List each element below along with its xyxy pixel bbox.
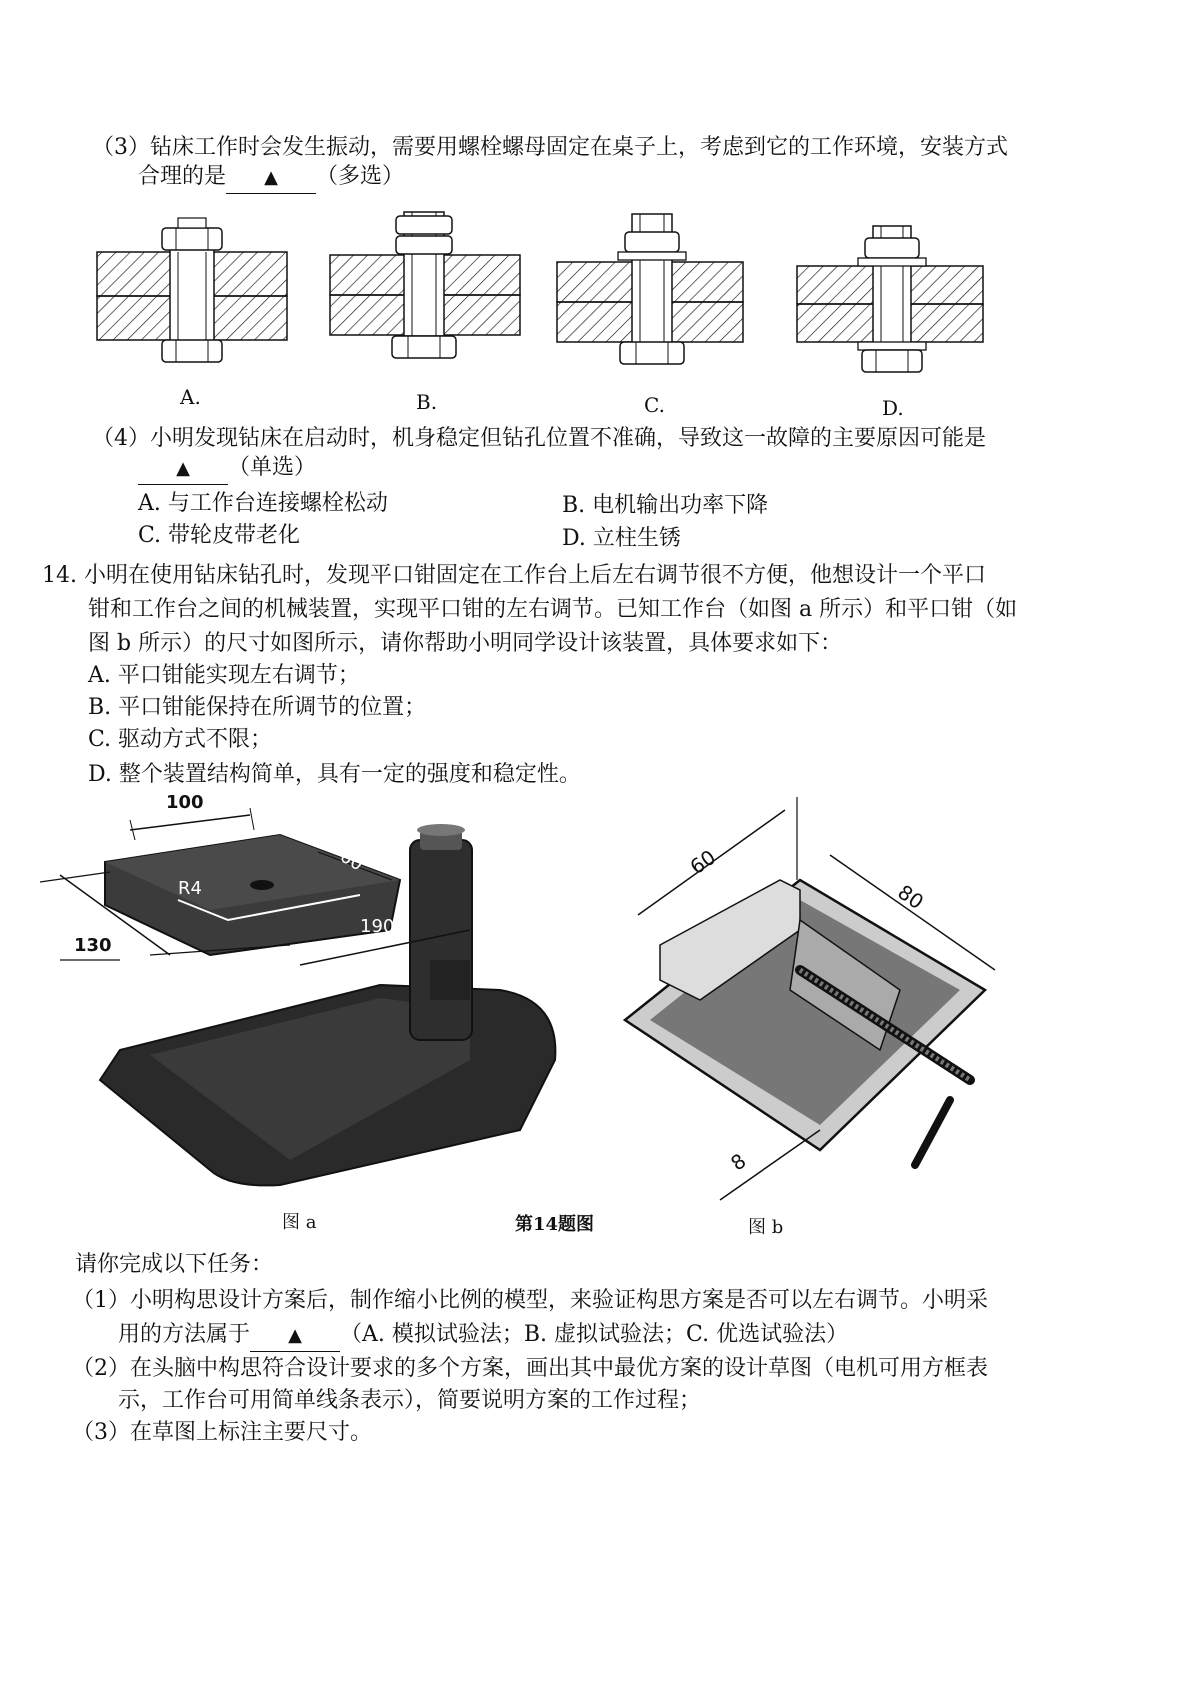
blank-mark: ▲ bbox=[288, 1325, 302, 1346]
dim-label-r4: R4 bbox=[178, 878, 202, 899]
dim-label-130: 130 bbox=[74, 935, 112, 956]
option-b-label: B. bbox=[416, 390, 438, 414]
task1-line1: （1）小明构思设计方案后，制作缩小比例的模型，来验证构思方案是否可以左右调节。小明采 bbox=[72, 1288, 989, 1313]
q13-4-option-d: D. 立柱生锈 bbox=[562, 526, 681, 551]
fig-a-drill-press bbox=[40, 808, 555, 1185]
dim-label-60b: 60 bbox=[685, 844, 721, 880]
option-a-label: A. bbox=[180, 385, 201, 409]
dim-label-60a: 60 bbox=[336, 845, 367, 876]
dim-line-100 bbox=[130, 815, 250, 830]
figure-title: 第14题图 bbox=[515, 1214, 595, 1235]
q13-4-option-c: C. 带轮皮带老化 bbox=[138, 523, 301, 548]
blank-mark: ▲ bbox=[264, 167, 278, 188]
q14-line3: 图 b 所示）的尺寸如图所示，请你帮助小明同学设计该装置，具体要求如下： bbox=[88, 631, 843, 656]
q14-req-d: D. 整个装置结构简单，具有一定的强度和稳定性。 bbox=[88, 762, 581, 787]
q13-4-option-b: B. 电机输出功率下降 bbox=[562, 493, 769, 518]
task2-line1: （2）在头脑中构思符合设计要求的多个方案，画出其中最优方案的设计草图（电机可用方框表 bbox=[72, 1356, 989, 1381]
answer-blank bbox=[250, 1320, 340, 1352]
fig-a-caption: 图 a bbox=[282, 1212, 317, 1233]
fig-b-flat-vise bbox=[625, 797, 995, 1200]
option-c-label: C. bbox=[644, 393, 665, 417]
q14-line1: 14. 小明在使用钻床钻孔时，发现平口钳固定在工作台上后左右调节很不方便，他想设计一个平口 bbox=[42, 563, 986, 588]
option-d-label: D. bbox=[882, 396, 904, 420]
tasks-intro: 请你完成以下任务： bbox=[75, 1252, 274, 1277]
q14-req-b: B. 平口钳能保持在所调节的位置； bbox=[88, 695, 427, 720]
q13-4-option-a: A. 与工作台连接螺栓松动 bbox=[138, 491, 388, 516]
dim-label-100: 100 bbox=[166, 792, 204, 813]
q13-3-prefix: 合理的是 bbox=[138, 164, 227, 189]
q13-3-line1: （3）钻床工作时会发生振动，需要用螺栓螺母固定在桌子上，考虑到它的工作环境，安装方式 bbox=[92, 135, 1009, 160]
task1-prefix: 用的方法属于 bbox=[118, 1322, 251, 1347]
dim-label-80: 80 bbox=[893, 879, 929, 915]
task3: （3）在草图上标注主要尺寸。 bbox=[72, 1420, 372, 1445]
dim-label-190: 190 bbox=[360, 916, 395, 937]
q13-4-suffix: （单选） bbox=[228, 455, 317, 480]
blank-mark: ▲ bbox=[176, 458, 190, 479]
fig-b-caption: 图 b bbox=[748, 1217, 784, 1238]
q13-3-suffix: （多选） bbox=[316, 164, 405, 189]
dim-label-8: 8 bbox=[726, 1148, 751, 1176]
task1-line2 bbox=[118, 1320, 848, 1352]
q14-req-c: C. 驱动方式不限； bbox=[88, 727, 273, 752]
q14-req-a: A. 平口钳能实现左右调节； bbox=[88, 663, 360, 688]
task1-suffix: （A. 模拟试验法；B. 虚拟试验法；C. 优选试验法） bbox=[340, 1322, 849, 1347]
q14-line2: 钳和工作台之间的机械装置，实现平口钳的左右调节。已知工作台（如图 a 所示）和平口钳（如 bbox=[88, 597, 1018, 622]
task2-line2: 示，工作台可用简单线条表示），简要说明方案的工作过程； bbox=[118, 1388, 702, 1413]
q13-4-line1: （4）小明发现钻床在启动时，机身稳定但钻孔位置不准确，导致这一故障的主要原因可能是 bbox=[92, 426, 987, 451]
